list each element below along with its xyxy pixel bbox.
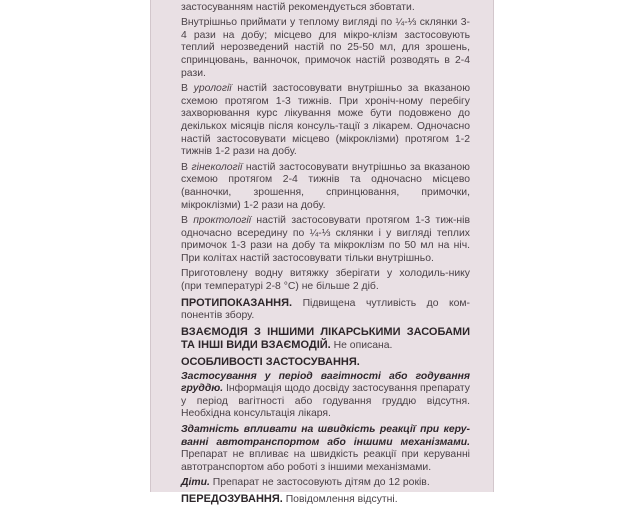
proctology-text: настій застосовувати протягом 1-3 тиж-нів одночасно всередину по ¼-⅓ склянки і у вигляді теплих примочок 1-3 рази на добу та мікроклізм по 50 мл на ніч. При колітах настій застосовувати тільки внутрішньо. [181,215,470,264]
overdose-paragraph [181,493,470,507]
interactions-paragraph [181,326,470,353]
storage-paragraph: Приготовлену водну витяжку зберігати у холодиль-нику (при температурі 2-8 °С) не більше 2 діб. [181,268,470,293]
top-cut-line: застосуванням настій рекомендується збовтати. [181,1,415,13]
interactions-heading: ВЗАЄМОДІЯ З ІНШИМИ ЛІКАРСЬКИМИ ЗАСОБАМИ ТА ІНШІ ВИДИ ВЗАЄМОДІЙ. [181,325,470,352]
overdose-heading: ПЕРЕДОЗУВАННЯ. [181,492,283,505]
leaflet-sheet [150,0,494,505]
gynecology-term: гінекології [191,161,243,173]
features-heading: ОСОБЛИВОСТІ ЗАСТОСУВАННЯ. [181,356,360,369]
gynecology-prefix: В [181,161,192,173]
gynecology-text: настій застосовувати внутрішньо за вказаною схемою протягом 2-4 тижнів та одночасно місцево (ванночки, зрошення, спринцювання, примочки, мікроклізми) 1-2 рази на добу. [181,161,470,211]
features-heading-line [181,356,470,370]
urology-prefix: В [181,83,194,95]
children-paragraph [181,477,470,490]
driving-heading: Здатність впливати на швидкість реакції при керу-ванні автотранспортом або іншими механізмами. [181,424,470,448]
proctology-paragraph [181,215,470,265]
urology-term: урології [193,83,232,95]
pregnancy-paragraph [181,371,470,421]
contraindications-text: Підвищена чутливість до ком-понентів збору. [181,297,470,322]
proctology-term: проктології [193,215,252,227]
children-text: Препарат не застосовують дітям до 12 років. [209,477,430,489]
urology-text: настій застосовувати внутрішньо за вказаною схемою протягом 1-3 тижнів. При хроніч-ному перебігу захворювання курс лікування може бути подовжено до декількох місяців після консуль-тації з лікарем. Одночасно настій застосовувати місцево (мікроклізми) протягом 1-2 тижнів 1-2 рази на добу. [181,83,470,158]
contraindications-paragraph [181,297,470,323]
overdose-text: Повідомлення відсутні. [282,493,398,505]
pregnancy-heading: Застосування у період вагітності або годування груддю. [181,370,470,395]
contraindications-heading: ПРОТИПОКАЗАННЯ. [181,296,293,309]
gynecology-paragraph [181,162,470,212]
leaflet-text [181,0,470,510]
urology-paragraph [181,83,470,159]
dose-paragraph: Внутрішньо приймати у теплому вигляді по ¼-⅓ склянки 3-4 рази на добу; місцево для мікро-клізм застосовують теплий нерозведений настій по 25-50 мл, для зрошень, спринцювань, ванночок, примочок настій розводять в 2-4 рази. [181,17,470,79]
pregnancy-text: Інформація щодо досвіду застосування препарату у період вагітності або годування груддю відсутня. Необхідна консультація лікаря. [181,383,470,420]
interactions-text: Не описана. [330,340,393,352]
children-heading: Діти. [181,477,210,489]
driving-text: Препарат не впливає на швидкість реакції при керуванні автотранспортом або роботі з іншими механізмами. [181,449,470,473]
proctology-prefix: В [181,215,194,227]
driving-paragraph [181,424,470,474]
